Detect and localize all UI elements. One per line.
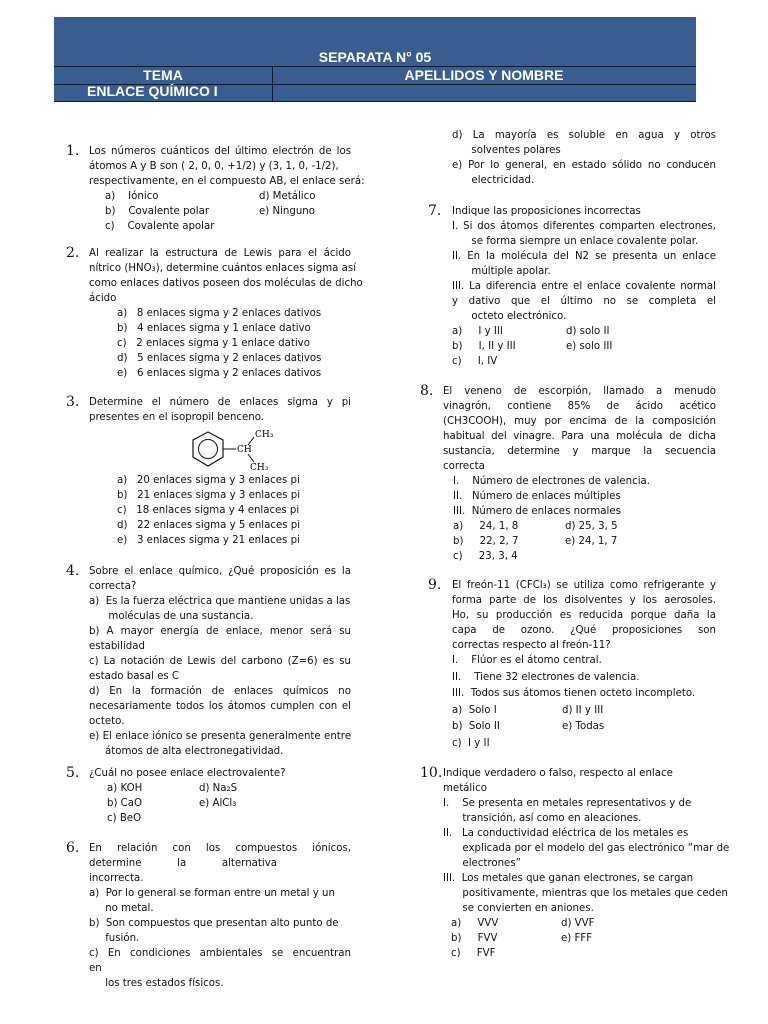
question-text: Los números cuánticos del último electrón de los (89, 146, 351, 157)
option-c-cont: los tres estados físicos. (89, 978, 224, 989)
option-d-cont: necesariamente todos los átomos cumplen con el (89, 701, 351, 712)
question-text: incorrecta. (89, 873, 144, 884)
question-5 (89, 766, 351, 826)
question-3-options (117, 473, 351, 548)
option-c: c) La notación de Lewis del carbono (Z=6) es su (89, 656, 351, 667)
question-number: 2. (66, 245, 80, 261)
option-c: c) Covalente apolar (105, 221, 215, 232)
option-e: e) Por lo general, en estado sólido no conducen (452, 160, 716, 171)
question-text: Ho, su producción es reducida porque daña la (452, 610, 716, 621)
option-a: a) Iónico (105, 191, 159, 202)
option-a: a) KOH (107, 783, 143, 794)
question-number: 1. (66, 143, 80, 159)
question-4 (89, 564, 351, 759)
option-d-cont: octeto. (89, 716, 125, 727)
question-text: El freón-11 (CFCl₃) se utiliza como refrigerante y (452, 580, 716, 591)
tema-value: ENLACE QUÍMICO I (87, 83, 218, 99)
option-b: b) Covalente polar (105, 206, 210, 217)
option-e: e) 24, 1, 7 (565, 536, 618, 547)
option-c: c) I, IV (452, 356, 498, 367)
option-a: a) 8 enlaces sigma y 2 enlaces dativos (117, 308, 322, 319)
option-c: c) En condiciones ambientales se encuentran (89, 948, 351, 959)
option-d: d) Na₂S (199, 783, 238, 794)
option-b: b) I, II y III (452, 341, 516, 352)
question-text: Sobre el enlace químico, ¿Qué proposición es la (89, 566, 351, 577)
option-d: d) Metálico (259, 191, 316, 202)
option-c: c) I y II (452, 737, 490, 749)
question-text: Al realizar la estructura de Lewis para el ácido (89, 248, 351, 259)
option-b: b) FVV (451, 933, 498, 944)
option-c-cont: en (89, 963, 102, 974)
question-number: 7. (428, 203, 442, 219)
question-text: determine la alternativa (89, 858, 277, 869)
option-e: e) Todas (562, 721, 605, 732)
item-i: I. Se presenta en metales representativos y de (443, 798, 692, 809)
isopropylbenzene-structure (188, 426, 284, 472)
option-e: e) El enlace iónico se presenta generalmente entre (89, 731, 351, 742)
option-c: c) FVF (451, 948, 496, 959)
option-c: c) 18 enlaces sigma y 4 enlaces pi (117, 505, 300, 516)
ch3-label: CH₃ (255, 430, 274, 440)
option-a-cont: moléculas de una sustancia. (89, 611, 254, 622)
item-ii-cont: electrones” (443, 858, 521, 869)
question-text: capa de ozono. ¿Qué proposiciones son (452, 625, 716, 636)
ch3-label: CH₃ (250, 463, 269, 472)
question-text: correctas respecto al freón-11? (452, 640, 611, 651)
option-a-cont: no metal. (89, 903, 154, 914)
question-text: respectivamente, en el compuesto AB, el enlace será: (89, 176, 365, 187)
option-e: e) solo III (566, 341, 613, 352)
option-e: e) 3 enlaces sigma y 21 enlaces pi (117, 535, 300, 546)
option-b: b) 4 enlaces sigma y 1 enlace dativo (117, 323, 311, 334)
option-d: d) 5 enlaces sigma y 2 enlaces dativos (117, 353, 322, 364)
option-d-cont: solventes polares (452, 145, 561, 156)
item-iii: III. Número de enlaces normales (453, 506, 621, 517)
option-e: e) Ninguno (259, 206, 316, 217)
option-d: d) VVF (561, 918, 595, 929)
option-e: e) AlCl₃ (199, 798, 237, 809)
item-ii-cont: explicada por el modelo del gas electrónico “mar de (443, 843, 730, 854)
question-number: 8. (420, 383, 434, 399)
question-text: vinagrón, contiene 85% de ácido acético (443, 401, 716, 412)
option-e-cont: electricidad. (452, 175, 535, 186)
option-b-cont: fusión. (89, 933, 140, 944)
item-iii-cont: octeto electrónico. (452, 311, 567, 322)
item-iii: III. La diferencia entre el enlace covalente normal (452, 281, 716, 292)
option-b: b) 21 enlaces sigma y 3 enlaces pi (117, 490, 301, 501)
option-a: a) 24, 1, 8 (453, 521, 519, 532)
option-e: e) 6 enlaces sigma y 2 enlaces dativos (117, 368, 322, 379)
option-b: b) CaO (107, 798, 143, 809)
item-ii: II. Número de enlaces múltiples (453, 491, 621, 502)
question-8 (443, 384, 716, 564)
item-i: I. Flúor es el átomo central. (452, 655, 602, 666)
option-e: e) FFF (561, 933, 593, 944)
option-b: b) Solo II (452, 721, 500, 732)
option-a: a) Es la fuerza eléctrica que mantiene unidas a las (89, 596, 351, 607)
question-text: metálico (443, 783, 487, 794)
ch-label: CH (237, 445, 252, 455)
item-iii: III. Los metales que ganan electrones, se cargan (443, 873, 694, 884)
question-2 (89, 246, 363, 381)
question-10 (443, 766, 735, 961)
question-text: Indique las proposiciones incorrectas (452, 206, 641, 217)
item-iii: III. Todos sus átomos tienen octeto incompleto. (452, 688, 696, 699)
header-banner (54, 17, 696, 102)
option-c: c) 2 enlaces sigma y 1 enlace dativo (117, 338, 310, 349)
question-6 (89, 841, 351, 991)
option-d: d) II y III (562, 704, 604, 716)
item-i: I. Si dos átomos diferentes comparten electrones, (452, 221, 716, 232)
question-text: correcta? (89, 581, 137, 592)
question-text: sustancia, determine y marque la secuencia (443, 446, 716, 457)
option-a: a) Por lo general se forman entre un metal y un (89, 888, 335, 899)
question-text: El veneno de escorpión, llamado a menudo (443, 386, 716, 397)
question-9 (452, 578, 716, 752)
option-b: b) A mayor energía de enlace, menor será su (89, 626, 351, 637)
question-text: como enlaces dativos poseen dos moléculas de dicho (89, 278, 363, 289)
question-7 (452, 204, 716, 369)
header-divider (54, 101, 696, 102)
item-i-cont: transición, así como en aleaciones. (443, 813, 642, 824)
question-text: ¿Cuál no posee enlace electrovalente? (89, 768, 286, 779)
question-text: (CH3COOH), muy por encima de la composición (443, 416, 716, 427)
question-text: nítrico (HNO₃), determine cuántos enlaces sigma así (89, 263, 357, 274)
option-d: d) 22 enlaces sigma y 5 enlaces pi (117, 520, 301, 531)
question-text: forma parte de los disolventes y los aerosoles. (452, 595, 716, 606)
page-title: SEPARATA N° 05 (318, 49, 432, 65)
question-text: habitual del vinagre. Para una molécula de dicha (443, 431, 716, 442)
item-i-cont: se forma siempre un enlace covalente polar. (452, 236, 699, 247)
question-number: 9. (428, 577, 442, 593)
option-a: a) 20 enlaces sigma y 3 enlaces pi (117, 475, 300, 486)
question-number: 4. (66, 563, 80, 579)
question-text: átomos A y B son ( 2, 0, 0, +1/2) y (3, 1, 0, -1/2), (89, 161, 339, 172)
option-c: c) 23, 3, 4 (453, 551, 518, 562)
question-number: 6. (66, 840, 80, 856)
tema-column-header: TEMA (143, 67, 183, 83)
question-text: presentes en el isopropil benceno. (89, 412, 265, 423)
item-iii-cont: positivamente, mientras que los metales que ceden (443, 888, 728, 899)
question-text: correcta (443, 461, 485, 472)
option-a: a) I y III (452, 326, 503, 337)
question-number: 5. (66, 765, 80, 781)
item-ii-cont: múltiple apolar. (452, 266, 551, 277)
item-ii: II. La conductividad eléctrica de los metales es (443, 828, 689, 839)
question-6-continued (452, 128, 716, 188)
question-number: 3. (66, 394, 80, 410)
item-iii-cont: y dativo que el último no se completa el (452, 296, 716, 307)
option-b-cont: estabilidad (89, 641, 145, 652)
option-a: a) Solo I (452, 704, 497, 716)
question-text: En relación con los compuestos iónicos, (89, 843, 351, 854)
item-ii: II. En la molécula del N2 se presenta un enlace (452, 251, 716, 262)
item-ii: II. Tiene 32 electrones de valencia. (452, 671, 640, 683)
question-3 (89, 395, 351, 425)
option-e-cont: átomos de alta electronegatividad. (105, 746, 284, 757)
option-d: d) solo II (566, 326, 610, 337)
option-d: d) 25, 3, 5 (565, 521, 618, 532)
option-d: d) En la formación de enlaces químicos no (89, 686, 351, 697)
question-number: 10. (420, 765, 443, 781)
option-d: d) La mayoría es soluble en agua y otros (452, 130, 716, 141)
item-iii-cont: se convierten en aniones. (443, 903, 594, 914)
question-text: Determine el número de enlaces sigma y pi (89, 397, 351, 408)
apellidos-column-header: APELLIDOS Y NOMBRE (404, 67, 564, 83)
question-text: ácido (89, 293, 117, 304)
question-text: Indique verdadero o falso, respecto al enlace (443, 768, 673, 779)
option-c: c) BeO (107, 813, 142, 824)
option-a: a) VVV (451, 918, 499, 929)
question-1 (89, 144, 365, 234)
option-c-cont: estado basal es C (89, 671, 180, 682)
option-b: b) 22, 2, 7 (453, 536, 519, 547)
item-i: I. Número de electrones de valencia. (453, 476, 651, 487)
option-b: b) Son compuestos que presentan alto punto de (89, 918, 339, 929)
